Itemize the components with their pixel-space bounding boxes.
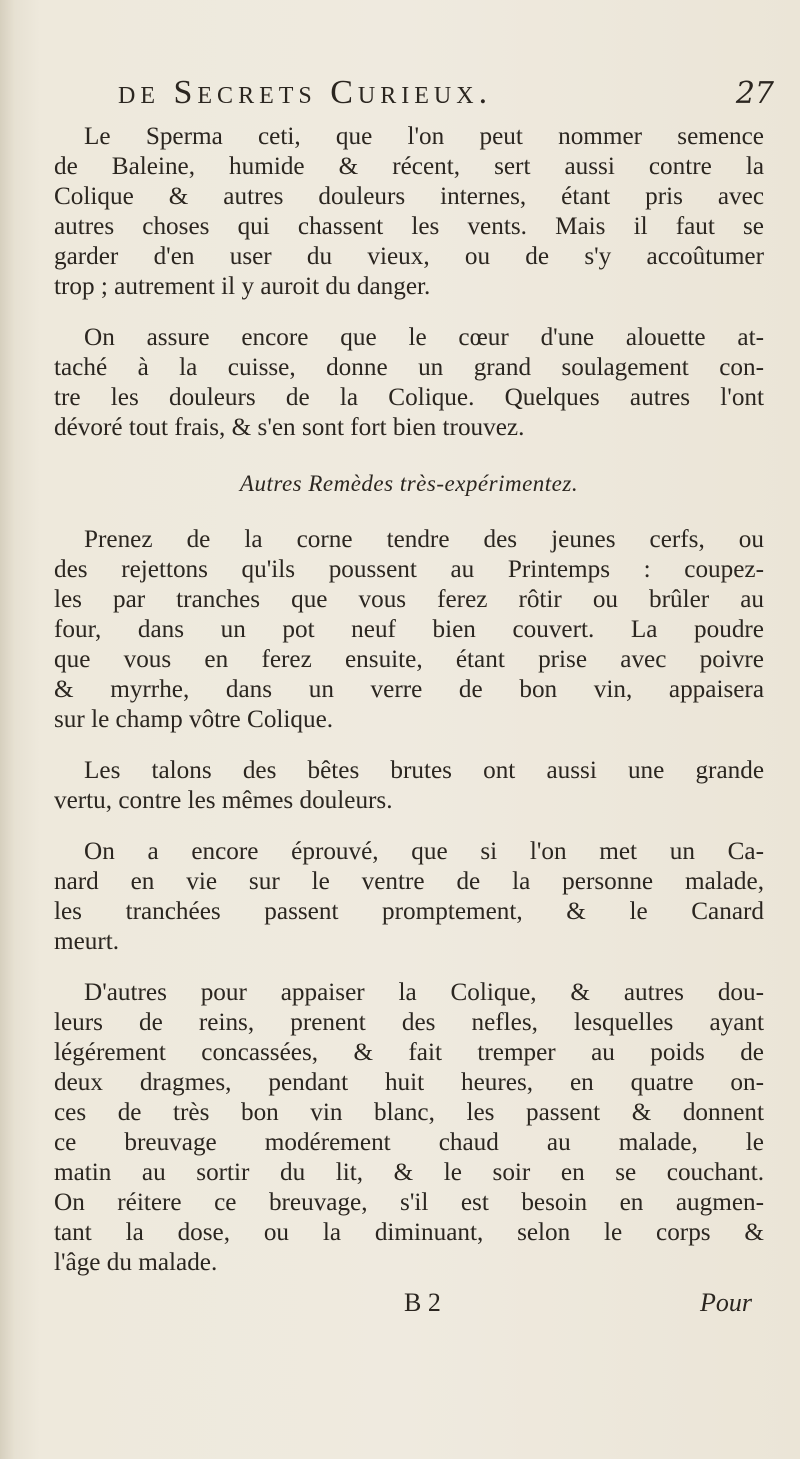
text-line: des rejettons qu'ils poussent au Printemps : coupez-: [54, 556, 764, 583]
text-line: tant la dose, ou la diminuant, selon le corps &: [54, 1219, 764, 1246]
text-line: four, dans un pot neuf bien couvert. La poudre: [54, 616, 764, 643]
text-line: garder d'en user du vieux, ou de s'y accoûtumer: [54, 243, 764, 270]
page-number: 27: [735, 76, 774, 111]
paragraph: [54, 525, 764, 735]
paragraph-gap: [54, 957, 764, 978]
text-line: les par tranches que vous ferez rôtir ou brûler au: [54, 586, 764, 613]
text-line: l'âge du malade.: [54, 1249, 218, 1276]
text-line: Les talons des bêtes brutes ont aussi une grande: [84, 757, 764, 784]
paragraph-gap: [54, 504, 764, 525]
paragraph-gap: [54, 816, 764, 837]
text-line: vertu, contre les mêmes douleurs.: [54, 787, 393, 814]
catchword: Pour: [700, 1288, 752, 1317]
text-line: de Baleine, humide & récent, sert aussi contre la: [54, 153, 764, 180]
page-header: [118, 74, 774, 114]
text-line: On a encore éprouvé, que si l'on met un Ca-: [84, 838, 764, 865]
text-line: On assure encore que le cœur d'une alouette at-: [84, 324, 764, 351]
signature-mark: B 2: [404, 1288, 441, 1317]
text-line: On réitere ce breuvage, s'il est besoin en augmen-: [54, 1189, 764, 1216]
section-heading: Autres Remèdes très-expérimentez.: [239, 471, 579, 496]
text-line: ces de très bon vin blanc, les passent & donnent: [54, 1099, 764, 1126]
paragraph: [54, 756, 764, 816]
paragraph: [54, 122, 764, 302]
page-footer: [0, 1288, 800, 1328]
text-line: tre les douleurs de la Colique. Quelques autres l'ont: [54, 384, 764, 411]
text-line: les tranchées passent promptement, & le Canard: [54, 898, 764, 925]
text-line: ce breuvage modérement chaud au malade, le: [54, 1129, 764, 1156]
paragraph: [54, 323, 764, 443]
paragraph-gap: [54, 735, 764, 756]
body-text: [54, 122, 764, 1278]
paragraph-gap: [54, 302, 764, 323]
text-line: sur le champ vôtre Colique.: [54, 706, 334, 733]
text-line: Le Sperma ceti, que l'on peut nommer semence: [84, 123, 764, 150]
paragraph-gap: [54, 443, 764, 464]
text-line: meurt.: [54, 928, 120, 955]
text-line: leurs de reins, prenent des nefles, lesquelles ayant: [54, 1009, 764, 1036]
text-line: autres choses qui chassent les vents. Mais il faut se: [54, 213, 764, 240]
text-line: Prenez de la corne tendre des jeunes cerfs, ou: [84, 526, 764, 553]
text-line: trop ; autrement il y auroit du danger.: [54, 273, 431, 300]
text-line: Colique & autres douleurs internes, étant pris avec: [54, 183, 764, 210]
text-line: deux dragmes, pendant huit heures, en quatre on-: [54, 1069, 764, 1096]
text-line: légérement concassées, & fait tremper au poids de: [54, 1039, 764, 1066]
page-gutter: [0, 0, 14, 1459]
text-line: matin au sortir du lit, & le soir en se couchant.: [54, 1159, 764, 1186]
paragraph: [54, 837, 764, 957]
text-line: nard en vie sur le ventre de la personne malade,: [54, 868, 764, 895]
text-line: taché à la cuisse, donne un grand soulagement con-: [54, 354, 764, 381]
text-line: D'autres pour appaiser la Colique, & autres dou-: [84, 979, 764, 1006]
running-title: de Secrets Curieux.: [118, 74, 493, 111]
text-line: & myrrhe, dans un verre de bon vin, appaisera: [54, 676, 764, 703]
text-line: que vous en ferez ensuite, étant prise avec poivre: [54, 646, 764, 673]
text-line: dévoré tout frais, & s'en sont fort bien trouvez.: [54, 414, 525, 441]
paragraph: [54, 978, 764, 1278]
